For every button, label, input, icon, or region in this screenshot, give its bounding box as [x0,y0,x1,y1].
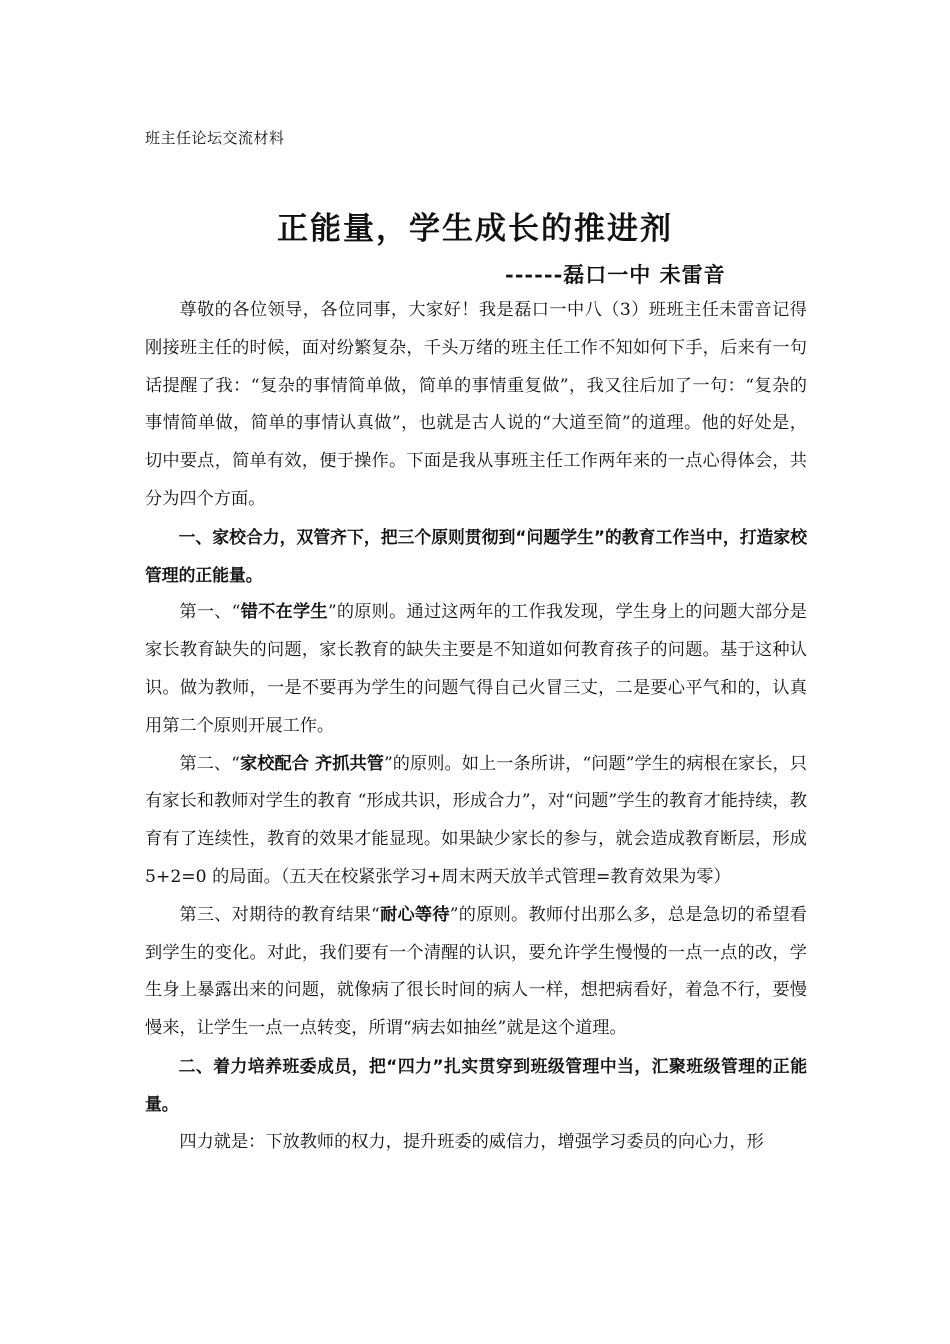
section-1-heading: 一、家校合力，双管齐下，把三个原则贯彻到“问题学生”的教育工作当中，打造家校管理的正能量。 [145,526,807,585]
point-text: ”的原则。教师付出那么多，总是急切的希望看到学生的变化。对此，我们要有一个清醒的认识，要允许学生慢慢的一点一点的改，学生身上暴露出来的问题，就像病了很长时间的病人一样，想把病看好，着急不行，要慢慢来，让学生一点一点转变，所谓“病去如抽丝”就是这个道理。 [145,904,807,1039]
author-byline: ------磊口一中 未雷音 [505,262,726,287]
section-2-paragraph: 四力就是：下放教师的权力，提升班委的威信力，增强学习委员的向心力，形 [179,1131,764,1152]
point-prefix: 第一、“ [179,602,241,623]
section-1-point-3 [145,897,807,1048]
section-1-point-2 [145,746,807,897]
header-note: 班主任论坛交流材料 [145,129,285,147]
point-prefix: 第二、“ [179,753,240,774]
point-text: ”的原则。通过这两年的工作我发现，学生身上的问题大部分是家长教育缺失的问题，家长教育的缺失主要是不知道如何教育孩子的问题。基于这种认识。做为教师，一是不要再为学生的问题气得自己火冒三丈，二是要心平气和的，认真用第二个原则开展工作。 [145,602,807,736]
point-prefix: 第三、对期待的教育结果“ [179,904,380,925]
intro-paragraph: 尊敬的各位领导，各位同事，大家好！我是磊口一中八（3）班班主任未雷音记得刚接班主任的时候，面对纷繁复杂，千头万绪的班主任工作不知如何下手，后来有一句话提醒了我：“复杂的事情简单做，简单的事情重复做”，我又往后加了一句：“复杂的事情简单做，简单的事情认真做”，也就是古人说的“大道至简”的道理。他的好处是，切中要点，简单有效，便于操作。下面是我从事班主任工作两年来的一点心得体会，共分为四个方面。 [145,300,807,509]
point-keyword: 家校配合 齐抓共管 [239,753,384,774]
document-body [145,292,807,1161]
section-2-heading: 二、着力培养班委成员，把“四力”扎实贯穿到班级管理中当，汇聚班级管理的正能量。 [145,1055,807,1114]
document-title: 正能量，学生成长的推进剂 [277,211,673,247]
point-text: ”的原则。如上一条所讲，“问题”学生的病根在家长，只有家长和教师对学生的教育 “形成共识，形成合力”，对“问题”学生的教育才能持续，教育有了连续性，教育的效果才能显现。如果缺少家长的参与，就会造成教育断层，形成 5+2=0 的局面。（五天在校紧张学习+周末两天放羊式管理=教育效果为零） [145,753,807,887]
point-keyword: 错不在学生 [240,602,328,623]
section-1-point-1 [145,594,807,745]
point-keyword: 耐心等待 [379,904,450,925]
